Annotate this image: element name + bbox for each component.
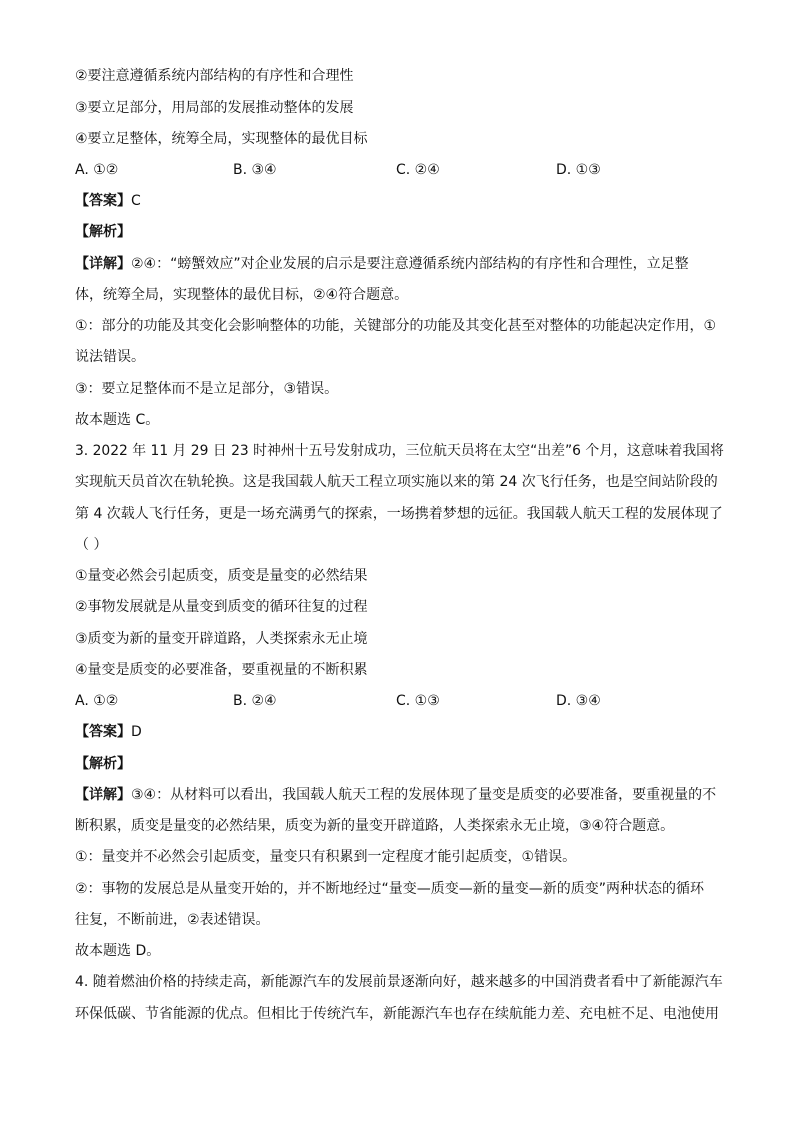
- q2-statement-2: ②要注意遵循系统内部结构的有序性和合理性: [75, 68, 354, 84]
- answer-value: D: [131, 724, 142, 740]
- q2-option-d: D. ①③: [556, 162, 601, 178]
- q3-detail-line-1: [75, 786, 716, 804]
- q3-option-d: D. ③④: [556, 693, 601, 709]
- answer-label: 【答案】: [75, 193, 131, 209]
- q2-option-c: C. ②④: [396, 162, 440, 178]
- detail-text: ②④：“螃蟹效应”对企业发展的启示是要注意遵循系统内部结构的有序性和合理性，立足整: [131, 256, 689, 272]
- q3-statement-2: ②事物发展就是从量变到质变的循环往复的过程: [75, 599, 368, 615]
- q4-stem-line-2: 环保低碳、节省能源的优点。但相比于传统汽车，新能源汽车也存在续航能力差、充电桩不足、电池使用: [75, 1006, 719, 1022]
- q2-note-3: ③：要立足整体而不是立足部分，③错误。: [75, 381, 339, 397]
- q3-note-2-line-1: ②：事物的发展总是从量变开始的，并不断地经过“量变—质变—新的量变—新的质变”两种状态的循环: [75, 881, 705, 897]
- q3-statement-3: ③质变为新的量变开辟道路，人类探索永无止境: [75, 631, 368, 647]
- q2-analysis-label: 【解析】: [75, 224, 131, 240]
- q3-note-2-line-2: 往复，不断前进，②表述错误。: [75, 912, 270, 928]
- q2-option-b: B. ③④: [233, 162, 277, 178]
- q3-conclusion: 故本题选 D。: [75, 943, 161, 959]
- q3-option-c: C. ①③: [396, 693, 440, 709]
- q3-option-b: B. ②④: [233, 693, 277, 709]
- answer-value: C: [131, 193, 141, 209]
- q3-stem-line-3: 第 4 次载人飞行任务，更是一场充满勇气的探索，一场携着梦想的远征。我国载人航天工程的发展体现了: [75, 506, 723, 522]
- answer-label: 【答案】: [75, 724, 131, 740]
- q2-note-1-line-2: 说法错误。: [75, 349, 145, 365]
- q2-detail-line-1: [75, 255, 689, 273]
- q2-option-a: A. ①②: [75, 162, 119, 178]
- q3-statement-1: ①量变必然会引起质变，质变是量变的必然结果: [75, 568, 368, 584]
- q2-conclusion: 故本题选 C。: [75, 412, 160, 428]
- q2-answer: [75, 192, 141, 210]
- detail-label: 【详解】: [75, 256, 131, 272]
- q2-detail-line-2: 体，统筹全局，实现整体的最优目标，②④符合题意。: [75, 287, 409, 303]
- q3-stem-line-1: 3. 2022 年 11 月 29 日 23 时神州十五号发射成功，三位航天员将在太空“出差”6 个月，这意味着我国将: [75, 443, 724, 459]
- q2-note-1-line-1: ①：部分的功能及其变化会影响整体的功能，关键部分的功能及其变化甚至对整体的功能起决定作用，①: [75, 318, 717, 334]
- q3-answer: [75, 723, 142, 741]
- q3-analysis-label: 【解析】: [75, 756, 131, 772]
- detail-text: ③④：从材料可以看出，我国载人航天工程的发展体现了量变是质变的必要准备，要重视量的不: [131, 787, 717, 803]
- q3-stem-line-2: 实现航天员首次在轨轮换。这是我国载人航天工程立项实施以来的第 24 次飞行任务，也是空间站阶段的: [75, 474, 718, 490]
- q3-detail-line-2: 断积累，质变是量变的必然结果，质变为新的量变开辟道路，人类探索永无止境，③④符合题意。: [75, 818, 675, 834]
- q3-option-a: A. ①②: [75, 693, 119, 709]
- q4-stem-line-1: 4. 随着燃油价格的持续走高，新能源汽车的发展前景逐渐向好，越来越多的中国消费者看中了新能源汽车: [75, 974, 723, 990]
- q3-statement-4: ④量变是质变的必要准备，要重视量的不断积累: [75, 662, 368, 678]
- q3-stem-line-4: （ ）: [75, 537, 108, 553]
- q2-statement-3: ③要立足部分，用局部的发展推动整体的发展: [75, 100, 354, 116]
- q2-statement-4: ④要立足整体，统筹全局，实现整体的最优目标: [75, 131, 368, 147]
- detail-label: 【详解】: [75, 787, 131, 803]
- q3-note-1: ①：量变并不必然会引起质变，量变只有积累到一定程度才能引起质变，①错误。: [75, 849, 577, 865]
